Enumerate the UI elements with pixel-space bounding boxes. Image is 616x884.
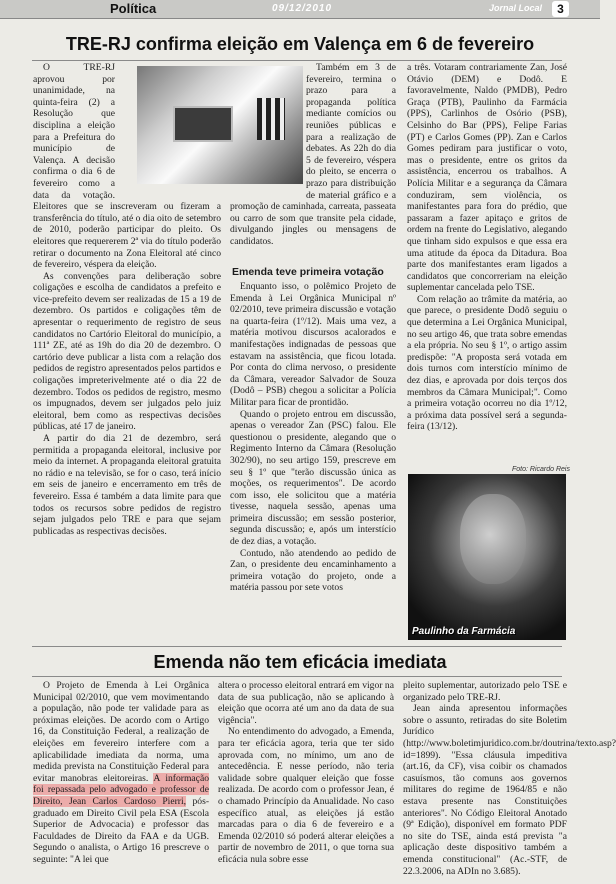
- paragraph: No entendimento do advogado, a Emenda, para ter eficácia agora, teria que ter sido aprovada com, no mínimo, um ano de antecedência. E nesse período, não teria validade sobre qualquer eleição que fosse realizada. De acordo com o professor Jean, é o chamado Princípio da Anualidade. No caso específico atual, as eleições já estão marcadas para o dia 6 de fevereiro e a Emenda 02/2010 só poderá alterar eleições a partir de novembro de 2011, o que torna sua eficácia nula sobre esse: [218, 726, 394, 865]
- photo-caption: Paulinho da Farmácia: [412, 626, 516, 637]
- page-header: [0, 0, 600, 19]
- paragraph: altera o processo eleitoral entrará em vigor na data de sua publicação, não se aplicando à eleição que ocorra até um ano da data de sua vigência".: [218, 680, 394, 726]
- paragraph: a três. Votaram contrariamente Zan, José Otávio (DEM) e Dodô. E favoravelmente, Naldo (PMDB), Pedro Graça (PTB), Paulinho da Farmácia (PPS), Carlinhos de Osório (PSB), Celsinho do Bar (PPS), Felipe Farias (PT) e Carlos Gomes (PP). Zan e Carlos Gomes pediram para justificar o voto, mas o presidente, entre os gritos da assistência, encerrou os trabalhos. A Polícia Militar e a segurança da Câmara conduziram, sem violência, os manifestantes para fora do prédio, que passaram a fazer apitaço e gritos de ordem na frente do Legislativo, alegando que tinham sido expulsos e que essa era uma atitude da época da Ditadura. Boa parte dos manifestantes eram ligados a candidatos que concorreriam na eleição suplementar cancelada pelo TSE.: [407, 62, 567, 294]
- article1-title: TRE-RJ confirma eleição em Valença em 6 de fevereiro: [65, 34, 535, 54]
- paragraph: As convenções para deliberação sobre coligações e escolha de candidatos a prefeito e vice-prefeito devem ser realizadas de 15 a 19 de dezembro. Os partidos e coligações têm de apresentar o requerimento de registro de seus candidatos no Cartório Eleitoral do município, a 111ª ZE, até as 19h do dia 20 de dezembro. O cartório deve publicar a lista com a relação dos pedidos de registro apresentados pelos partidos e coligações impreterivelmente até o dia 22 de dezembro. Todos os pedidos de registro, mesmo os impugnados, devem ser julgados pelo juiz eleitoral, bem como as respectivas decisões públicas, até 17 de janeiro.: [33, 270, 221, 433]
- portrait-photo: [408, 474, 566, 640]
- article2-col1: [33, 680, 209, 880]
- divider: [32, 676, 562, 677]
- article2-col3: [403, 680, 616, 880]
- paragraph: Quando o projeto entrou em discussão, apenas o vereador Zan (PSC) falou. Ele questionou o presidente, alegando que o Regimento Interno da Câmara (Resolução 302/90), no seu artigo 159, prescreve em seu § 1º que "terão discussão única as moções, os requerimentos". De acordo com isso, ele solicitou que a matéria tivesse, naquela sessão, apenas uma primeira discussão; em sessão posterior, segunda discussão; e, após um interstício de dez dias, a votação.: [230, 408, 396, 548]
- divider: [32, 646, 562, 647]
- paragraph: O TRE-RJ aprovou por unanimidade, na quinta-feira (2) a Resolução que disciplina a eleição para a Prefeitura do município de Valença. A decisão confirma o dia 6 de fevereiro como a data da votação. Eleitores que se inscreveram ou fizeram a transferência do título, até o dia oito de setembro de 2010, poderão participar do pleito. Os eleitores que requererem 2ª via do título poderão retirar o documento na Zona Eleitoral até cinco de fevereiro, véspera da eleição.: [33, 62, 221, 271]
- paragraph: Também em 3 de fevereiro, termina o prazo para a propaganda política mediante comícios ou reuniões públicas e para a realização de debates. As 22h do dia 5 de fevereiro, véspera do pleito, se encerra o prazo para distribuição de material gráfico e a promoção de caminhada, carreata, passeata ou carro de som que transite pela cidade, divulgando jingles ou mensagens de candidatos.: [230, 62, 396, 247]
- article1-col3: [407, 62, 567, 470]
- article2-title: Emenda não tem eficácia imediata: [153, 652, 447, 672]
- paragraph: Enquanto isso, o polêmico Projeto de Emenda à Lei Orgânica Municipal nº 02/2010, teve primeira discussão e votação na quarta-feira (1º/12). Mais uma vez, a matéria motivou discursos acalorados e manifestações indignadas de pessoas que estavam na assistência, que ficou lotada. Por conta do clima nervoso, o presidente da Câmara, vereador Salvador de Souza (Dodô – PSB) chegou a solicitar a Polícia Militar para ficar de prontidão.: [230, 281, 396, 408]
- article1-col2: [230, 281, 396, 639]
- paragraph: pós-graduado em Direito Civil pela ESA (Escola Superior de Advocacia) e professor das Faculdades de Direito da FAA e da UGB. Segundo o analista, o Artigo 16 prescreve o seguinte: "A lei que: [33, 795, 210, 865]
- section-name: Política: [110, 1, 157, 16]
- issue-date: 09/12/2010: [272, 3, 333, 14]
- paragraph: Contudo, não atendendo ao pedido de Zan, o presidente deu encaminhamento a primeira votação do projeto, onde a matéria passou por sete votos: [230, 547, 396, 594]
- paragraph: Com relação ao trâmite da matéria, ao que parece, o presidente Dodô seguiu o que determina a Lei Orgânica Municipal, no seu artigo 46, que trata sobre emendas a ela própria. No seu § 1º, o artigo assim predispõe: "A proposta será votada em dois turnos com interstício mínimo de dez dias, e aprovada por dois terços dos membros da Câmara Municipal;". Como a primeira votação ocorreu no dia 1º/12, a próxima data possível será a segunda-feira (13/12).: [407, 293, 567, 433]
- machine-screen-icon: [173, 106, 233, 142]
- photo-credit: Foto: Ricardo Reis: [512, 466, 570, 473]
- paragraph: A partir do dia 21 de dezembro, será permitida a propaganda eleitoral, inclusive por meio da internet. A propaganda eleitoral gratuita no rádio e na televisão, se for o caso, terá início em seis de janeiro e encerramento em três de fevereiro. Essa é também a data limite para que todos os recursos sobre pedidos de registro sejam julgados pelo TRE e para que sejam publicadas as respectivas decisões.: [33, 433, 221, 537]
- paragraph: pleito suplementar, autorizado pelo TSE e organizado pelo TRE-RJ.: [403, 680, 567, 703]
- highlighted-text: A informação foi repassada pelo advogado e professor de Direito, Jean Carlos Cardoso Pierri,: [33, 772, 209, 807]
- article2-col2: [218, 680, 394, 880]
- subheading: Emenda teve primeira votação: [232, 266, 384, 278]
- paragraph: O Projeto de Emenda à Lei Orgânica Municipal 02/2010, que vem movimentando a população, não pode ter validade para as próximas eleições. De acordo com o Artigo 16, da Constituição Federal, a realização de eleições em fevereiro interfere com a aplicabilidade imediata da norma, uma medida prevista na Constituição Federal para evitar manobras eleitoreiras.: [33, 680, 209, 784]
- divider: [32, 60, 562, 61]
- article1-col2-top: [230, 62, 396, 262]
- paragraph: Jean ainda apresentou informações sobre o assunto, retiradas do site Boletim Jurídico (http://www.boletimjuridico.com.br/doutrina/texto.asp?id=1899). "Essa cláusula impeditiva (art.16, da CF), visa coibir os chamados casuísmos, tão comuns aos governos militares do regime de 1964/85 e não estava presente nas Constituições anteriores". No Código Eleitoral Anotado (9ª Edição), disponível em formato PDF no site do TSE, ainda está prevista "a aplicação deste dispositivo também a emenda constitucional" (Ac.-STF, de 22.3.2006, na ADIn no 3.685).: [403, 703, 616, 877]
- newspaper-name: Jornal Local: [489, 3, 543, 13]
- page-number: 3: [552, 1, 569, 17]
- face-icon: [460, 494, 526, 584]
